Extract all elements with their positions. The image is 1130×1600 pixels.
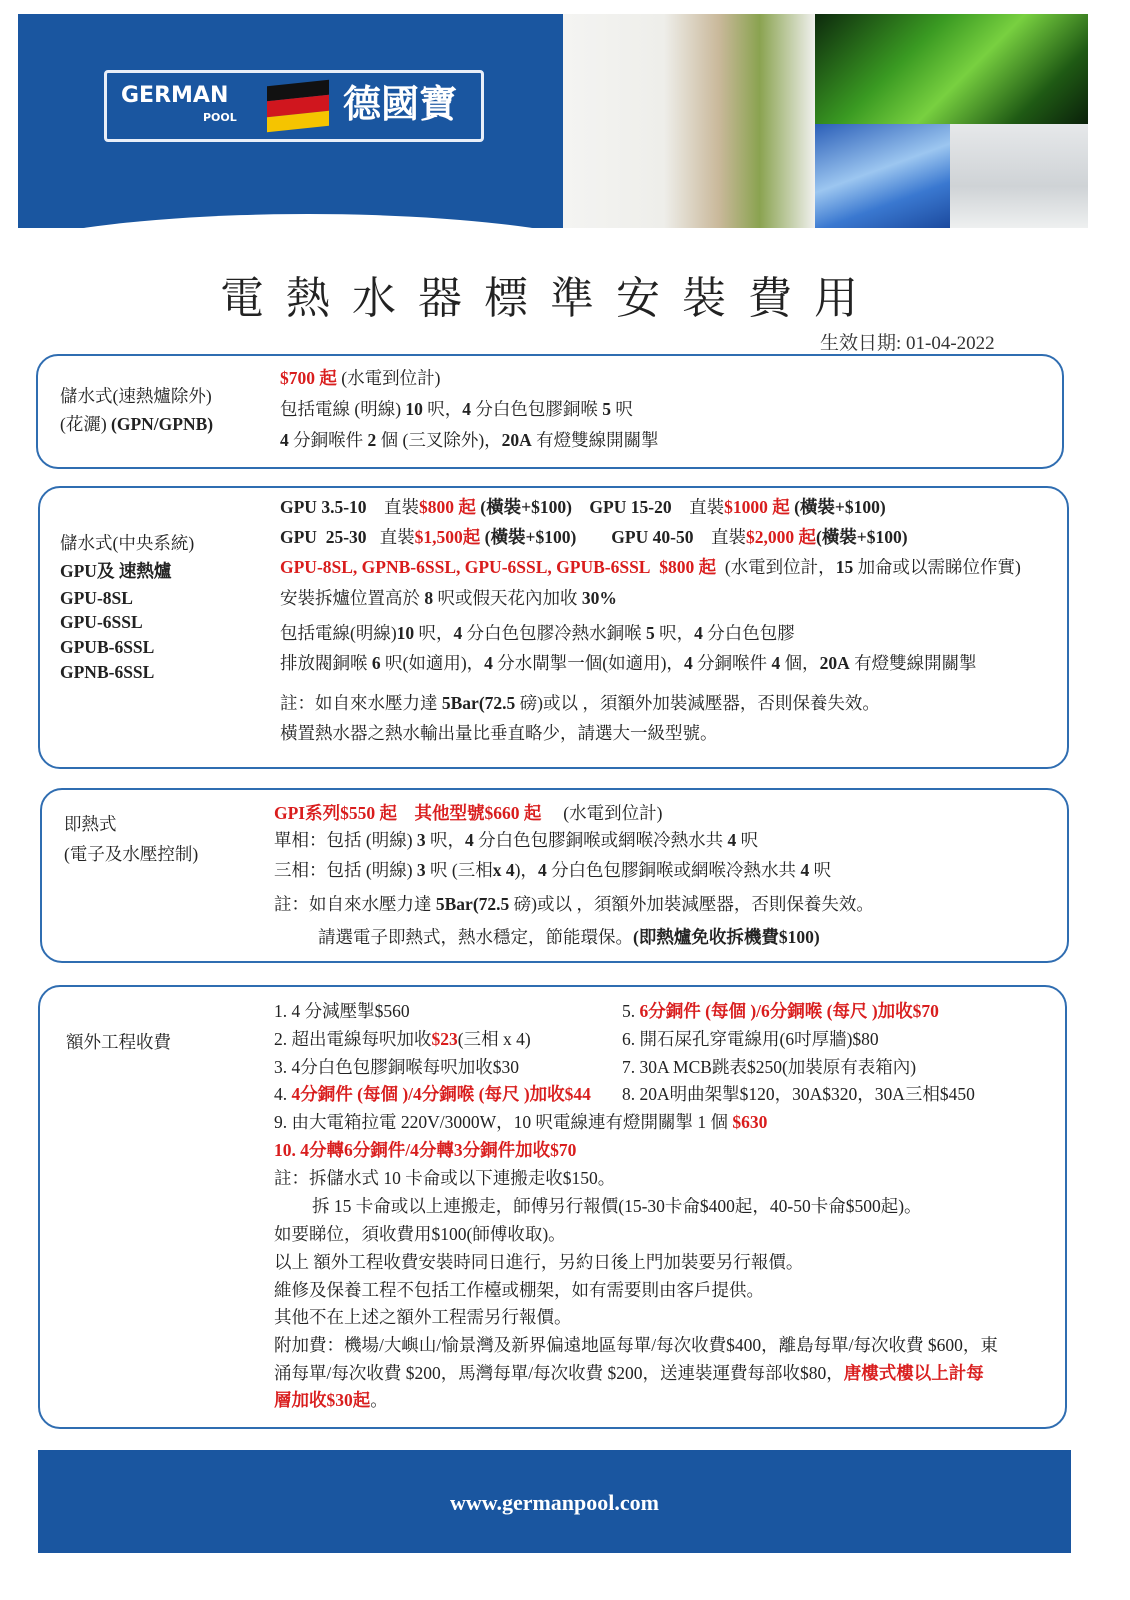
text-segment: 6 — [371, 653, 381, 673]
detail-line — [274, 802, 662, 824]
text-segment: 有燈雙線開關掣 — [531, 430, 659, 450]
text-segment: 30% — [581, 588, 617, 608]
text-segment: 。 — [370, 1390, 388, 1410]
text-segment: (水電到位計) — [541, 803, 663, 823]
text-segment: 呎 — [736, 830, 759, 850]
text-segment: 直裝 — [366, 497, 420, 517]
detail-line — [622, 1028, 879, 1050]
text-segment: GPU 25-30 — [280, 527, 367, 547]
section-label — [60, 385, 212, 407]
detail-line — [280, 496, 886, 518]
text-segment: (GPN/GPNB) — [111, 414, 214, 434]
detail-line — [274, 859, 831, 881]
detail-line — [280, 526, 908, 548]
text-segment: 包括電線(明線) — [280, 623, 397, 643]
text-segment: (即熱爐免收拆機費$100) — [633, 927, 820, 947]
text-segment: 2. 超出電線每呎加收 — [274, 1029, 432, 1049]
price-highlight: $2,000 起 — [745, 527, 816, 547]
text-segment: 直裝 — [366, 527, 415, 547]
text-segment: 分銅喉件 — [288, 430, 368, 450]
text-segment: 呎， — [654, 623, 695, 643]
footer-banner — [38, 1450, 1071, 1553]
logo-text-sub: POOL — [203, 111, 237, 124]
detail-line — [274, 1111, 767, 1133]
text-segment: GPU-8SL — [60, 588, 133, 608]
text-segment: 磅)或以 ，須額外加裝減壓器，否則保養失效。 — [509, 894, 874, 914]
text-segment: (水電到位計， — [716, 557, 836, 577]
section-label — [60, 636, 154, 658]
detail-line — [274, 1251, 803, 1273]
detail-line — [274, 1389, 388, 1411]
german-flag-icon — [267, 80, 329, 133]
text-segment: (三相 x 4) — [457, 1029, 531, 1049]
detail-line — [274, 1056, 519, 1078]
text-segment: 3. 4分白色包膠銅喉每呎加收$30 — [274, 1057, 519, 1077]
text-segment: 分白色包膠冷熱水銅喉 — [462, 623, 647, 643]
text-segment: 5 — [646, 623, 655, 643]
text-segment: 4 — [727, 830, 737, 850]
text-segment: 分銅喉件 — [692, 653, 772, 673]
detail-line — [280, 556, 1021, 578]
website-link[interactable]: www.germanpool.com — [450, 1490, 659, 1515]
text-segment: 9. 由大電箱拉電 220V/3000W，10 呎電線連有燈開關掣 1 個 — [274, 1112, 733, 1132]
price-highlight: $800 起 — [419, 497, 476, 517]
text-segment: (橫裝+$100) — [480, 527, 612, 547]
text-segment: 直裝 — [693, 527, 746, 547]
detail-line — [312, 1195, 922, 1217]
text-segment: 呎， — [414, 623, 454, 643]
detail-line — [274, 1279, 764, 1301]
detail-line — [274, 1028, 531, 1050]
text-segment: 橫置熱水器之熱水輸出量比垂直略少，請選大一級型號。 — [280, 723, 718, 743]
text-segment: 儲水式(中央系統) — [60, 533, 195, 553]
price-highlight: 6分銅件 (每個 )/6分銅喉 (每尺 )加收$70 — [639, 1001, 939, 1021]
text-segment: 如要睇位，須收費用$100(師傅收取)。 — [274, 1224, 566, 1244]
text-segment: 分白色包膠銅喉或網喉冷熱水共 — [473, 830, 728, 850]
text-segment: 有燈雙線開關掣 — [849, 653, 977, 673]
text-segment: 三相：包括 (明線) — [274, 860, 417, 880]
text-segment: 4 — [800, 860, 810, 880]
text-segment: 儲水式(速熱爐除外) — [60, 386, 212, 406]
section-label — [64, 843, 198, 865]
photo-water — [815, 124, 950, 228]
detail-line — [274, 1334, 998, 1356]
text-segment: 註：拆儲水式 10 卡侖或以下連搬走收$150。 — [274, 1168, 616, 1188]
text-segment: 5 — [602, 399, 612, 419]
detail-line — [274, 893, 874, 915]
text-segment: x 4 — [492, 860, 515, 880]
text-segment: 20A — [819, 653, 850, 673]
effective-date: 生效日期: 01-04-2022 — [820, 333, 995, 354]
text-segment: 磅)或以 ，須額外加裝減壓器，否則保養失效。 — [515, 693, 880, 713]
text-segment: 分白色包膠 — [702, 623, 795, 643]
price-highlight: 4分銅件 (每個 )/4分銅喉 (每尺 )加收$44 — [291, 1084, 591, 1104]
text-segment: 呎 — [611, 399, 633, 419]
text-segment: 4 — [537, 860, 547, 880]
detail-line — [274, 829, 758, 851]
text-segment: 其他不在上述之額外工程需另行報價。 — [274, 1307, 572, 1327]
text-segment: (橫裝+$100) — [789, 497, 886, 517]
text-segment: GPUB-6SSL — [60, 637, 155, 657]
text-segment: GPU 15-20 — [589, 497, 672, 517]
price-highlight: $1000 起 — [724, 497, 790, 517]
text-segment: 呎 — [809, 860, 832, 880]
detail-line — [274, 1139, 576, 1161]
price-highlight: 層加收$30起 — [274, 1390, 371, 1410]
text-segment: 4 — [465, 830, 474, 850]
text-segment: 請選電子即熱式，熱水穩定，節能環保。 — [318, 927, 633, 947]
text-segment: 4 — [484, 653, 493, 673]
text-segment: 拆 15 卡侖或以上連搬走，師傅另行報價(15-30卡侖$400起，40-50卡侖$500起)。 — [312, 1196, 922, 1216]
text-segment: 2 — [367, 430, 377, 450]
detail-line — [274, 1083, 591, 1105]
text-segment: 排放閥銅喉 — [280, 653, 372, 673]
text-segment: GPU — [60, 561, 97, 581]
text-segment: 註：如自來水壓力達 — [274, 894, 436, 914]
detail-line — [280, 692, 880, 714]
text-segment: 個， — [780, 653, 820, 673]
text-segment: GPU-6SSL — [60, 612, 143, 632]
text-segment: (水電到位計) — [336, 368, 441, 388]
text-segment: 單相：包括 (明線) — [274, 830, 417, 850]
text-segment: 呎， — [422, 399, 463, 419]
text-segment: 20A — [501, 430, 532, 450]
text-segment: 4 — [771, 653, 781, 673]
photo-leaf — [815, 14, 1088, 124]
text-segment: 5. — [622, 1001, 640, 1021]
text-segment: 5Bar(72.5 — [435, 894, 510, 914]
german-pool-logo — [104, 70, 484, 142]
price-highlight: 唐樓式樓以上計每 — [843, 1363, 984, 1383]
price-highlight: $630 — [732, 1112, 768, 1132]
detail-line — [274, 1000, 410, 1022]
text-segment: 3 — [416, 860, 426, 880]
detail-line — [318, 926, 820, 948]
text-segment: 4 — [280, 430, 289, 450]
text-segment: 呎或假天花內加收 — [433, 588, 582, 608]
text-segment: 分白色包膠銅喉或網喉冷熱水共 — [546, 860, 801, 880]
text-segment: 7. 30A MCB跳表$250(加裝原有表箱內) — [622, 1057, 917, 1077]
text-segment: 4 — [683, 653, 693, 673]
section-label — [66, 1031, 171, 1053]
text-segment: 呎， — [425, 830, 466, 850]
photo-couple — [563, 14, 815, 228]
section-label — [60, 413, 213, 435]
text-segment: 分水閘掣一個(如適用)， — [492, 653, 684, 673]
text-segment: 10 — [396, 623, 415, 643]
text-segment: 包括電線 (明線) — [280, 399, 406, 419]
text-segment: GPU 40-50 — [611, 527, 694, 547]
detail-line — [280, 587, 617, 609]
text-segment: 5Bar(72.5 — [441, 693, 516, 713]
text-segment: 額外工程收費 — [66, 1032, 171, 1052]
text-segment: 個 (三叉除外)， — [376, 430, 502, 450]
text-segment: 即熱式 — [64, 814, 117, 834]
text-segment: 3 — [416, 830, 426, 850]
detail-line — [280, 622, 795, 644]
section-label — [60, 587, 133, 609]
text-segment: 8 — [424, 588, 434, 608]
text-segment: 註：如自來水壓力達 — [280, 693, 442, 713]
text-segment: (花灑) — [60, 414, 112, 434]
detail-line — [622, 1056, 916, 1078]
text-segment: 15 — [835, 557, 854, 577]
text-segment: 4 — [462, 399, 472, 419]
detail-line — [622, 1083, 975, 1105]
logo-text-zh: 德國寶 — [343, 84, 458, 126]
detail-line — [274, 1223, 566, 1245]
text-segment: 10 — [405, 399, 423, 419]
text-segment: 呎(如適用)， — [380, 653, 485, 673]
detail-line — [280, 367, 440, 389]
detail-line — [622, 1000, 939, 1022]
photo-room — [950, 124, 1088, 228]
text-segment: )， — [514, 860, 538, 880]
detail-line — [274, 1362, 984, 1384]
text-segment: 加侖或以需睇位作實) — [853, 557, 1021, 577]
text-segment: GPU 3.5-10 — [280, 497, 367, 517]
text-segment: (電子及水壓控制) — [64, 844, 199, 864]
section-label — [60, 661, 154, 683]
detail-line — [280, 722, 718, 744]
text-segment: 分白色包膠銅喉 — [471, 399, 603, 419]
price-highlight: $700 起 — [280, 368, 337, 388]
detail-line — [280, 652, 977, 674]
price-highlight: $23 — [431, 1029, 458, 1049]
price-highlight: GPI系列$550 起 其他型號$660 起 — [274, 803, 542, 823]
section-label — [60, 532, 194, 554]
section-label — [60, 560, 171, 582]
text-segment: 附加費：機場/大嶼山/愉景灣及新界偏遠地區每單/每次收費$400，離島每單/每次收費 $600，東 — [274, 1335, 998, 1355]
text-segment: 涌每單/每次收費 $200，馬灣每單/每次收費 $200，送連裝運費每部收$80， — [274, 1363, 844, 1383]
price-highlight: 10. 4分轉6分銅件/4分轉3分銅件加收$70 — [274, 1140, 577, 1160]
price-highlight: GPU-8SL, GPNB-6SSL, GPU-6SSL, GPUB-6SSL $800 起 — [280, 557, 717, 577]
text-segment: (橫裝+$100) — [815, 527, 908, 547]
text-segment: 維修及保養工程不包括工作檯或棚架，如有需要則由客戶提供。 — [274, 1280, 764, 1300]
logo-text-en: GERMAN — [121, 83, 229, 108]
price-highlight: $1,500起 — [414, 527, 481, 547]
text-segment: 直裝 — [671, 497, 725, 517]
text-segment: 4. — [274, 1084, 292, 1104]
detail-line — [280, 398, 633, 420]
text-segment: 1. 4 分減壓掣$560 — [274, 1001, 410, 1021]
text-segment: 4 — [453, 623, 463, 643]
text-segment: 6. 開石屎孔穿電線用(6吋厚牆)$80 — [622, 1029, 879, 1049]
detail-line — [280, 429, 659, 451]
text-segment: (橫裝+$100) — [475, 497, 590, 517]
text-segment: 以上 額外工程收費安裝時同日進行，另約日後上門加裝要另行報價。 — [274, 1252, 804, 1272]
banner-curve — [18, 214, 563, 228]
text-segment: 呎 (三相 — [425, 860, 493, 880]
section-label — [64, 813, 117, 835]
section-label — [60, 611, 143, 633]
text-segment: 安裝拆爐位置高於 — [280, 588, 425, 608]
text-segment: 8. 20A明曲架掣$120，30A$320，30A三相$450 — [622, 1084, 975, 1104]
text-segment: 4 — [694, 623, 703, 643]
detail-line — [274, 1306, 572, 1328]
detail-line — [274, 1167, 615, 1189]
text-segment: GPNB-6SSL — [60, 662, 155, 682]
text-segment: 及 速熱爐 — [96, 561, 172, 581]
page-title: 電熱水器標準安裝費用 — [220, 274, 880, 323]
